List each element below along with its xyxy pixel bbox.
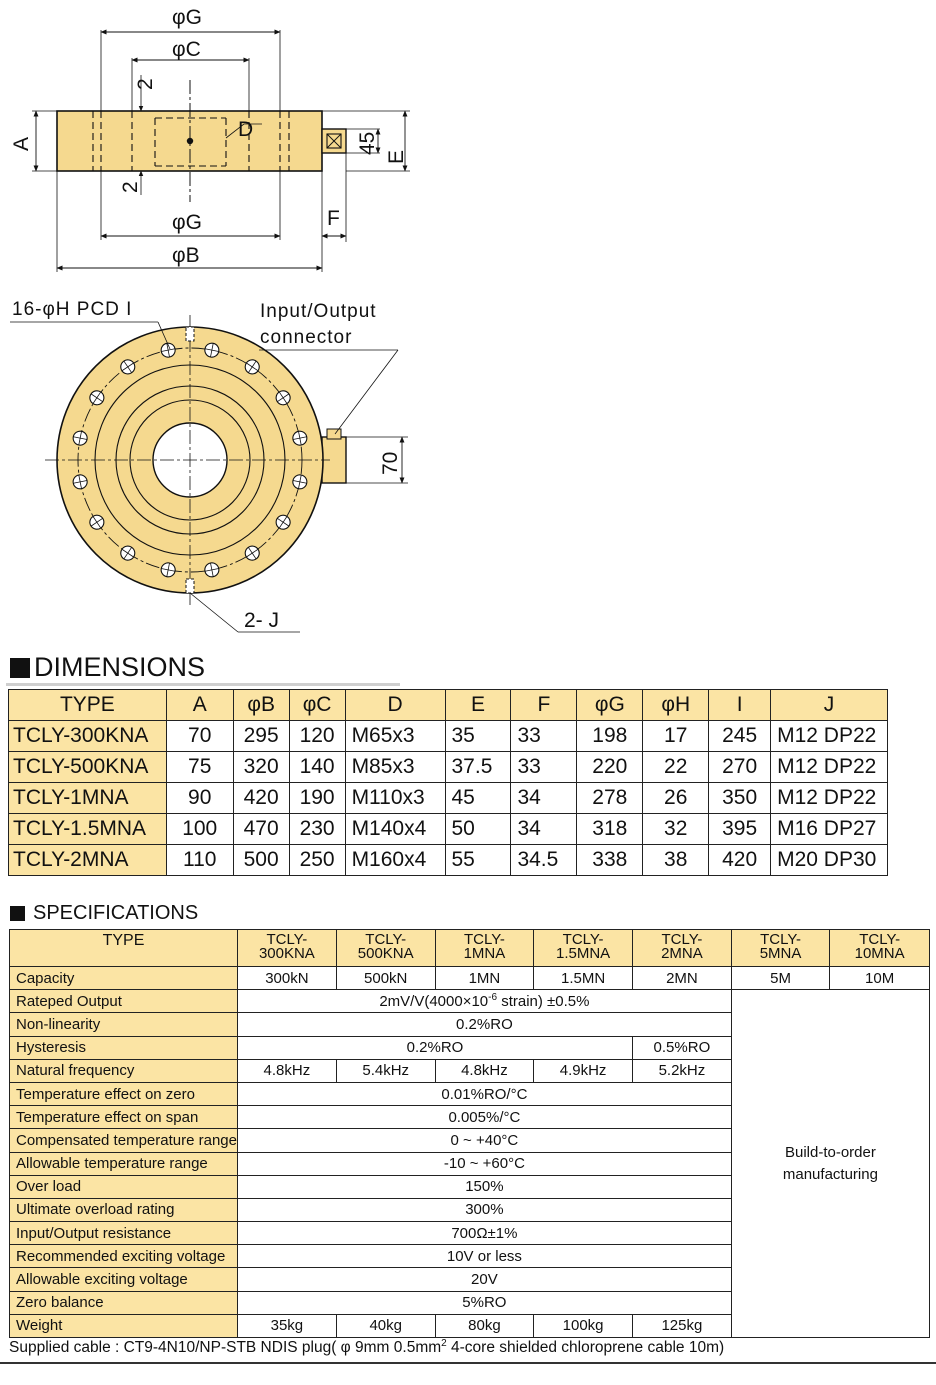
cell: 470 xyxy=(233,814,289,845)
cell: 270 xyxy=(709,752,771,783)
cell: M65x3 xyxy=(345,721,445,752)
col-header: TYPE xyxy=(9,690,167,721)
cell: 45 xyxy=(445,783,511,814)
model-header: TCLY- 1.5MNA xyxy=(534,930,633,967)
specifications-title xyxy=(10,902,198,925)
cell: M16 DP27 xyxy=(771,814,888,845)
side-view xyxy=(32,30,410,272)
row-label: Compensated temperature range xyxy=(10,1129,238,1152)
row-label: Over load xyxy=(10,1175,238,1198)
cell: 5.4kHz xyxy=(336,1059,435,1082)
cell: 300kN xyxy=(237,967,336,990)
cell: 35 xyxy=(445,721,511,752)
cell: 110 xyxy=(166,845,233,876)
cell: 40kg xyxy=(336,1314,435,1337)
type-cell: TCLY-1.5MNA xyxy=(9,814,167,845)
cell: M12 DP22 xyxy=(771,783,888,814)
label-phiC: φC xyxy=(172,38,201,61)
row-label: Capacity xyxy=(10,967,238,990)
model-header: TCLY- 5MNA xyxy=(731,930,829,967)
cell: 75 xyxy=(166,752,233,783)
cell: 120 xyxy=(289,721,345,752)
cell: 125kg xyxy=(632,1314,731,1337)
top-view xyxy=(10,315,408,632)
cell: 420 xyxy=(709,845,771,876)
cell: 700Ω±1% xyxy=(237,1222,731,1245)
cell: 190 xyxy=(289,783,345,814)
cell: 1MN xyxy=(435,967,534,990)
col-header: φH xyxy=(643,690,709,721)
row-label: Temperature effect on zero xyxy=(10,1082,238,1105)
col-header: φC xyxy=(289,690,345,721)
cell: 198 xyxy=(577,721,643,752)
row-label: Non-linearity xyxy=(10,1013,238,1036)
label-70: 70 xyxy=(379,451,402,475)
cell: 34 xyxy=(511,783,577,814)
col-header: I xyxy=(709,690,771,721)
cell: 33 xyxy=(511,721,577,752)
cell: 1.5MN xyxy=(534,967,633,990)
build-to-order-cell: Build-to-order manufacturing xyxy=(731,990,929,1338)
cell: 4.8kHz xyxy=(237,1059,336,1082)
cell: 5.2kHz xyxy=(632,1059,731,1082)
cell: 33 xyxy=(511,752,577,783)
label-bolt-holes: 16-φH PCD I xyxy=(12,299,133,320)
cell: 245 xyxy=(709,721,771,752)
label-2-top: 2 xyxy=(134,78,157,90)
cell: 70 xyxy=(166,721,233,752)
type-cell: TCLY-2MNA xyxy=(9,845,167,876)
cell: 35kg xyxy=(237,1314,336,1337)
cell: 100kg xyxy=(534,1314,633,1337)
bottom-divider xyxy=(0,1362,936,1364)
cell: M12 DP22 xyxy=(771,721,888,752)
cell: 4.8kHz xyxy=(435,1059,534,1082)
type-cell: TCLY-1MNA xyxy=(9,783,167,814)
title-divider xyxy=(6,683,400,686)
type-cell: TCLY-500KNA xyxy=(9,752,167,783)
model-header: TCLY- 1MNA xyxy=(435,930,534,967)
cell: 220 xyxy=(577,752,643,783)
row-label: Hysteresis xyxy=(10,1036,238,1059)
row-label: Natural frequency xyxy=(10,1059,238,1082)
cell: -10 ~ +60°C xyxy=(237,1152,731,1175)
cell: 0 ~ +40°C xyxy=(237,1129,731,1152)
cell: 0.5%RO xyxy=(632,1036,731,1059)
cell: M110x3 xyxy=(345,783,445,814)
cell: 320 xyxy=(233,752,289,783)
cell: 350 xyxy=(709,783,771,814)
section-bullet-icon xyxy=(10,906,25,921)
row-label: Rateped Output xyxy=(10,990,238,1013)
cell: 150% xyxy=(237,1175,731,1198)
cell: 140 xyxy=(289,752,345,783)
cell: 38 xyxy=(643,845,709,876)
model-header: TCLY- 2MNA xyxy=(632,930,731,967)
model-header: TCLY- 10MNA xyxy=(830,930,930,967)
cell: 318 xyxy=(577,814,643,845)
cell: 34 xyxy=(511,814,577,845)
cell: 80kg xyxy=(435,1314,534,1337)
label-A: A xyxy=(10,136,33,151)
cell: 230 xyxy=(289,814,345,845)
label-2J: 2- J xyxy=(244,609,280,632)
specifications-title-text: SPECIFICATIONS xyxy=(33,902,199,924)
cell: 0.2%RO xyxy=(237,1013,731,1036)
cell: 500kN xyxy=(336,967,435,990)
col-header: J xyxy=(771,690,888,721)
cell: 20V xyxy=(237,1268,731,1291)
table-row xyxy=(9,752,888,783)
cell: 0.01%RO/°C xyxy=(237,1082,731,1105)
cell: 37.5 xyxy=(445,752,511,783)
cell: 295 xyxy=(233,721,289,752)
dimensions-table xyxy=(8,689,888,876)
label-phiG-top: φG xyxy=(172,6,202,29)
cell: 34.5 xyxy=(511,845,577,876)
cell: 90 xyxy=(166,783,233,814)
cell: 500 xyxy=(233,845,289,876)
specifications-table xyxy=(9,929,930,1338)
cell: M160x4 xyxy=(345,845,445,876)
cell: 2MN xyxy=(632,967,731,990)
cell: 55 xyxy=(445,845,511,876)
cell: 10V or less xyxy=(237,1245,731,1268)
cell: 395 xyxy=(709,814,771,845)
label-phiG-bottom: φG xyxy=(172,211,202,234)
technical-drawing xyxy=(0,0,936,645)
row-label: Allowable exciting voltage xyxy=(10,1268,238,1291)
cell: 0.005%/°C xyxy=(237,1106,731,1129)
row-label: Temperature effect on span xyxy=(10,1106,238,1129)
cell: 0.2%RO xyxy=(237,1036,632,1059)
cell: M12 DP22 xyxy=(771,752,888,783)
cell: 4.9kHz xyxy=(534,1059,633,1082)
label-F: F xyxy=(327,207,340,230)
cable-note: Supplied cable : CT9-4N10/NP-STB NDIS plug( φ 9mm $0.5mm^2$ 4-core shielded chloroprene cable 10m) xyxy=(9,1338,725,1357)
cell: 5%RO xyxy=(237,1291,731,1314)
cell: 5M xyxy=(731,967,829,990)
table-row xyxy=(9,814,888,845)
label-45: 45 xyxy=(356,131,379,155)
cell: 50 xyxy=(445,814,511,845)
row-label: Input/Output resistance xyxy=(10,1222,238,1245)
label-connector-line2: connector xyxy=(260,327,353,348)
cell: 26 xyxy=(643,783,709,814)
dimensions-title xyxy=(10,652,205,683)
spec-header-row xyxy=(10,930,930,967)
cell: 100 xyxy=(166,814,233,845)
cell: 10M xyxy=(830,967,930,990)
table-row xyxy=(9,721,888,752)
label-2-bottom: 2 xyxy=(119,181,142,193)
model-header: TCLY- 500KNA xyxy=(336,930,435,967)
table-row xyxy=(9,845,888,876)
type-header: TYPE xyxy=(10,930,238,967)
row-label: Allowable temperature range xyxy=(10,1152,238,1175)
dimensions-title-text: DIMENSIONS xyxy=(34,652,206,682)
col-header: E xyxy=(445,690,511,721)
cell: 300% xyxy=(237,1198,731,1221)
dimensions-header-row xyxy=(9,690,888,721)
cell: M140x4 xyxy=(345,814,445,845)
cell: 420 xyxy=(233,783,289,814)
type-cell: TCLY-300KNA xyxy=(9,721,167,752)
row-label: Zero balance xyxy=(10,1291,238,1314)
label-D: D xyxy=(238,118,254,141)
spec-row-capacity xyxy=(10,967,930,990)
label-phiB: φB xyxy=(172,244,200,267)
row-label: Recommended exciting voltage xyxy=(10,1245,238,1268)
col-header: φG xyxy=(577,690,643,721)
row-label: Ultimate overload rating xyxy=(10,1198,238,1221)
cell: 250 xyxy=(289,845,345,876)
cell: 22 xyxy=(643,752,709,783)
section-bullet-icon xyxy=(10,658,30,678)
cell: M85x3 xyxy=(345,752,445,783)
cell: 338 xyxy=(577,845,643,876)
spec-row-rated-output xyxy=(10,990,930,1013)
label-E: E xyxy=(385,149,408,164)
model-header: TCLY- 300KNA xyxy=(237,930,336,967)
cell: 278 xyxy=(577,783,643,814)
cell: $2mV/V(4000\times 10^{-6}$ strain) ±0.5% xyxy=(237,990,731,1013)
row-label: Weight xyxy=(10,1314,238,1337)
col-header: F xyxy=(511,690,577,721)
cell: 32 xyxy=(643,814,709,845)
label-connector-line1: Input/Output xyxy=(260,301,377,322)
col-header: D xyxy=(345,690,445,721)
cell: 17 xyxy=(643,721,709,752)
cell: M20 DP30 xyxy=(771,845,888,876)
col-header: φB xyxy=(233,690,289,721)
col-header: A xyxy=(166,690,233,721)
table-row xyxy=(9,783,888,814)
